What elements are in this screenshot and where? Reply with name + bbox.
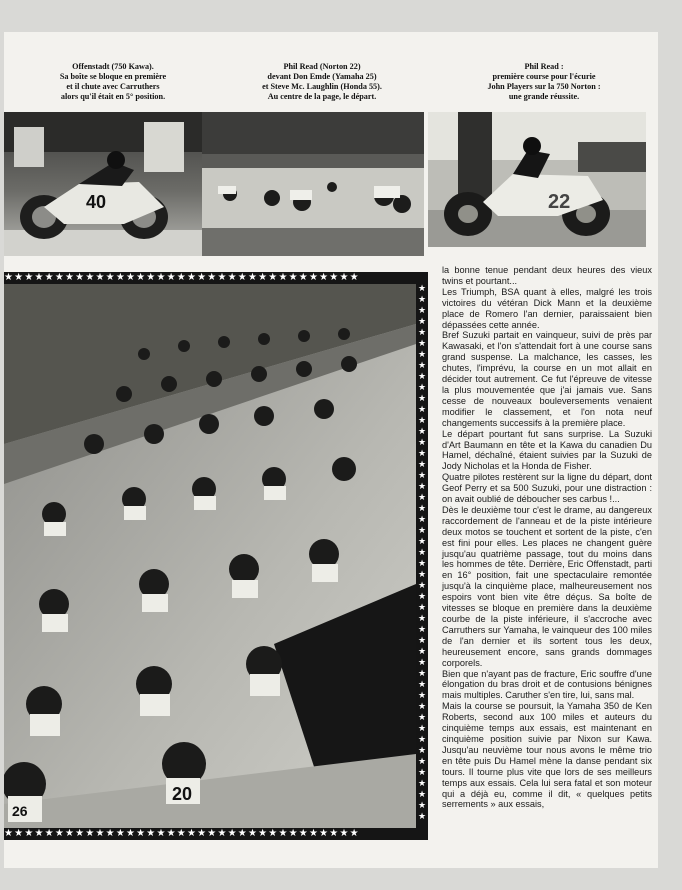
star-border-right: ★ ★ ★ ★ ★ ★ ★ ★ ★ ★ ★ ★ ★ ★ ★ ★ ★ ★ ★ ★ ★ ★ ★ ★ ★ ★ ★ ★ ★ ★ ★ ★ ★ ★ ★ ★ ★ ★ ★ ★ ★ ★ ★ ★ ★ ★ ★ ★ ★ bbox=[416, 284, 428, 828]
caption-line: et il chute avec Carruthers bbox=[66, 82, 160, 91]
caption-line: Sa boîte se bloque en première bbox=[59, 72, 167, 81]
caption-line: et Steve Mc. Laughlin (Honda 55). bbox=[262, 82, 382, 91]
photo-race-start bbox=[4, 284, 416, 828]
caption-center bbox=[222, 62, 422, 102]
article-paragraph: Bien que n'ayant pas de fracture, Eric souffre d'une élongation du bras droit et de contusions bénignes mais multiples. Caruther s'en tire, lui, sans mal. bbox=[442, 668, 652, 701]
caption-line: John Players sur la 750 Norton : bbox=[487, 82, 601, 91]
article-paragraph: Le départ pourtant fut sans surprise. La Suzuki d'Art Baumann en tête et la Kawa du canadien Du Hamel, déchaîné, étaient suivies par la Suzuki de Jody Nicholas et la Honda de Fisher. bbox=[442, 428, 652, 472]
article-column bbox=[442, 265, 652, 810]
caption-right bbox=[444, 62, 644, 102]
race-number-26: 26 bbox=[12, 803, 28, 819]
star-border-bottom: ★★★★★★★★★★★★★★★★★★★★★★★★★★★★★★★★★★★ bbox=[4, 828, 428, 840]
caption-line: Offenstadt (750 Kawa). bbox=[72, 62, 154, 71]
caption-line: Au centre de la page, le départ. bbox=[267, 92, 377, 101]
article-paragraph: Les Triumph, BSA quant à elles, malgré les trois victoires du vétéran Dick Mann et la deuxième place de Romero l'an dernier, paraissaient bien dépassées cette année. bbox=[442, 286, 652, 330]
caption-line: première course pour l'écurie bbox=[492, 72, 596, 81]
race-number-40: 40 bbox=[86, 192, 107, 212]
race-number-22: 22 bbox=[548, 191, 571, 213]
star-border-top: ★★★★★★★★★★★★★★★★★★★★★★★★★★★★★★★★★★★ bbox=[4, 272, 428, 284]
article-paragraph: Bref Suzuki partait en vainqueur, suivi de près par Kawasaki, et l'on s'attendait fort à une course sans grand suspense. La malchance, les casses, les chutes, l'imprévu, la course en un mot allait en décider tout autrement. Ce fut l'épreuve de vitesse la plus mouvementée que j'ai jamais vue. Sans cesse de nouveaux bouleversements venaient modifier le classement, et l'on nota neuf changements successifs à la première place. bbox=[442, 330, 652, 428]
caption-line: Phil Read (Norton 22) bbox=[283, 62, 361, 71]
photo-phil-read-pack bbox=[202, 112, 424, 256]
caption-line: une grande réussite. bbox=[508, 92, 580, 101]
article-paragraph: Dès le deuxième tour c'est le drame, au dangereux raccordement de l'anneau et de la piste intérieure deux motos se touchent et sortent de la piste, c'en est fini pour elles. Les places ne changent guère jusqu'au quatrième passage, tout du moins dans les hommes de tête. Derrière, Eric Offenstadt, parti en 16° position, fait une spectaculaire remontée jusqu'à la cinquième place, malheureusement nos espoirs vont bien vite être déçus. Sa boîte de vitesses se bloque en première dans la deuxième courbe de la piste inférieure, il s'accroche avec Carruthers sur Yamaha, le vainqueur des 100 miles de l'an dernier et ils sortent tous les deux, heureusement encore, sans grands dommages corporels. bbox=[442, 504, 652, 668]
caption-line: devant Don Emde (Yamaha 25) bbox=[267, 72, 377, 81]
caption-line: alors qu'il était en 5° position. bbox=[60, 92, 166, 101]
photo-offenstadt bbox=[4, 112, 202, 256]
caption-left bbox=[18, 62, 208, 102]
article-paragraph: Mais la course se poursuit, la Yamaha 350 de Ken Roberts, second aux 100 miles et auteurs du cinquième temps aux essais, est maintenant en cinquième position suivie par Nixon sur Kawa. Jusqu'au neuvième tour nous avons le même trio en tête puis Du Hamel mène la danse pendant six tours. Il tourne plus vite que lors de ses meilleurs temps aux essais. Cela lui sera fatal et son moteur qui a déjà eu, comme il dit, « quelques petits serrements » aux essais, bbox=[442, 701, 652, 810]
race-number-20: 20 bbox=[172, 784, 193, 804]
article-paragraph: la bonne tenue pendant deux heures des vieux twins et pourtant... bbox=[442, 265, 652, 286]
photo-phil-read-norton bbox=[428, 112, 646, 247]
article-paragraph: Quatre pilotes restèrent sur la ligne du départ, dont Geof Perry et sa 500 Suzuki, pour une distraction : on avait oublié de déboucher ses carbus !... bbox=[442, 472, 652, 505]
magazine-page bbox=[4, 32, 658, 868]
caption-line: Phil Read : bbox=[524, 62, 564, 71]
